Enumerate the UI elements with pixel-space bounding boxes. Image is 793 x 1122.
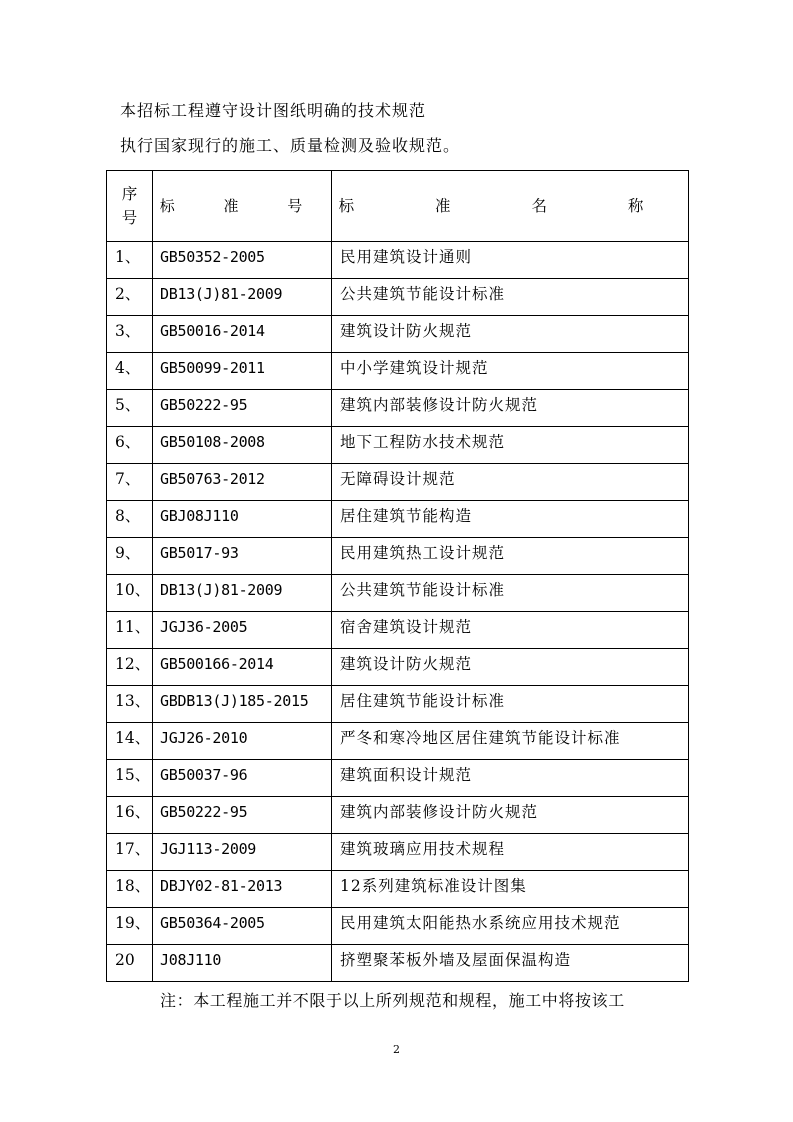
row-name: 居住建筑节能设计标准	[332, 686, 689, 723]
table-row	[107, 279, 689, 316]
table-header-row	[107, 171, 689, 242]
page-number: 2	[393, 1043, 400, 1056]
header-code	[153, 171, 332, 242]
table-row	[107, 353, 689, 390]
table-row	[107, 945, 689, 982]
row-name: 中小学建筑设计规范	[332, 353, 689, 390]
row-code: GB5017-93	[153, 538, 332, 575]
row-name: 无障碍设计规范	[332, 464, 689, 501]
row-code: GB50222-95	[153, 797, 332, 834]
row-seq: 3、	[107, 316, 153, 353]
row-name: 民用建筑设计通则	[332, 242, 689, 279]
table-row	[107, 575, 689, 612]
table-row	[107, 723, 689, 760]
row-code: DB13(J)81-2009	[153, 279, 332, 316]
row-code: GB50108-2008	[153, 427, 332, 464]
row-code: GB50016-2014	[153, 316, 332, 353]
table-row	[107, 686, 689, 723]
row-code: GB50222-95	[153, 390, 332, 427]
row-code: J08J110	[153, 945, 332, 982]
row-code: GB50099-2011	[153, 353, 332, 390]
row-name: 12系列建筑标准设计图集	[332, 871, 689, 908]
row-seq: 10、	[107, 575, 153, 612]
row-name: 居住建筑节能构造	[332, 501, 689, 538]
row-code: GB50364-2005	[153, 908, 332, 945]
row-name: 宿舍建筑设计规范	[332, 612, 689, 649]
row-seq: 5、	[107, 390, 153, 427]
row-seq: 11、	[107, 612, 153, 649]
row-seq: 15、	[107, 760, 153, 797]
intro-line-2: 执行国家现行的施工、质量检测及验收规范。	[120, 136, 461, 155]
row-seq: 2、	[107, 279, 153, 316]
row-code: JGJ36-2005	[153, 612, 332, 649]
row-code: GB50352-2005	[153, 242, 332, 279]
row-name: 建筑面积设计规范	[332, 760, 689, 797]
row-code: GBJ08J110	[153, 501, 332, 538]
header-code-label: 标 准 号	[159, 197, 325, 215]
row-name: 建筑设计防火规范	[332, 649, 689, 686]
row-code: GB50037-96	[153, 760, 332, 797]
row-name: 建筑内部装修设计防火规范	[332, 390, 689, 427]
intro-line-1: 本招标工程遵守设计图纸明确的技术规范	[120, 101, 427, 120]
header-name-label: 标 准 名 称	[338, 197, 682, 215]
row-name: 公共建筑节能设计标准	[332, 575, 689, 612]
row-name: 民用建筑热工设计规范	[332, 538, 689, 575]
row-name: 挤塑聚苯板外墙及屋面保温构造	[332, 945, 689, 982]
row-name: 地下工程防水技术规范	[332, 427, 689, 464]
row-seq: 18、	[107, 871, 153, 908]
row-code: JGJ113-2009	[153, 834, 332, 871]
row-seq: 7、	[107, 464, 153, 501]
header-seq	[107, 171, 153, 242]
header-seq-top: 序	[121, 185, 138, 203]
row-seq: 12、	[107, 649, 153, 686]
standards-table	[106, 170, 689, 982]
table-row	[107, 464, 689, 501]
table-row	[107, 612, 689, 649]
table-row	[107, 760, 689, 797]
row-seq: 1、	[107, 242, 153, 279]
table-row	[107, 316, 689, 353]
header-name	[332, 171, 689, 242]
table-row	[107, 908, 689, 945]
row-seq: 8、	[107, 501, 153, 538]
table-row	[107, 649, 689, 686]
row-seq: 17、	[107, 834, 153, 871]
row-seq: 4、	[107, 353, 153, 390]
row-seq: 14、	[107, 723, 153, 760]
table-row	[107, 427, 689, 464]
row-seq: 20	[107, 945, 153, 982]
row-name: 严冬和寒冷地区居住建筑节能设计标准	[332, 723, 689, 760]
row-name: 民用建筑太阳能热水系统应用技术规范	[332, 908, 689, 945]
row-code: JGJ26-2010	[153, 723, 332, 760]
header-seq-bottom: 号	[121, 209, 138, 227]
row-name: 建筑内部装修设计防火规范	[332, 797, 689, 834]
row-name: 公共建筑节能设计标准	[332, 279, 689, 316]
row-code: GB500166-2014	[153, 649, 332, 686]
row-code: DB13(J)81-2009	[153, 575, 332, 612]
row-seq: 19、	[107, 908, 153, 945]
table-row	[107, 797, 689, 834]
row-seq: 6、	[107, 427, 153, 464]
row-seq: 9、	[107, 538, 153, 575]
row-code: DBJY02-81-2013	[153, 871, 332, 908]
note-text: 注：本工程施工并不限于以上所列规范和规程，施工中将按该工	[160, 991, 625, 1010]
table-row	[107, 871, 689, 908]
row-code: GB50763-2012	[153, 464, 332, 501]
table-row	[107, 538, 689, 575]
row-name: 建筑设计防火规范	[332, 316, 689, 353]
row-seq: 16、	[107, 797, 153, 834]
table-row	[107, 390, 689, 427]
table-row	[107, 834, 689, 871]
row-code: GBDB13(J)185-2015	[153, 686, 332, 723]
row-seq: 13、	[107, 686, 153, 723]
row-name: 建筑玻璃应用技术规程	[332, 834, 689, 871]
table-row	[107, 242, 689, 279]
table-row	[107, 501, 689, 538]
